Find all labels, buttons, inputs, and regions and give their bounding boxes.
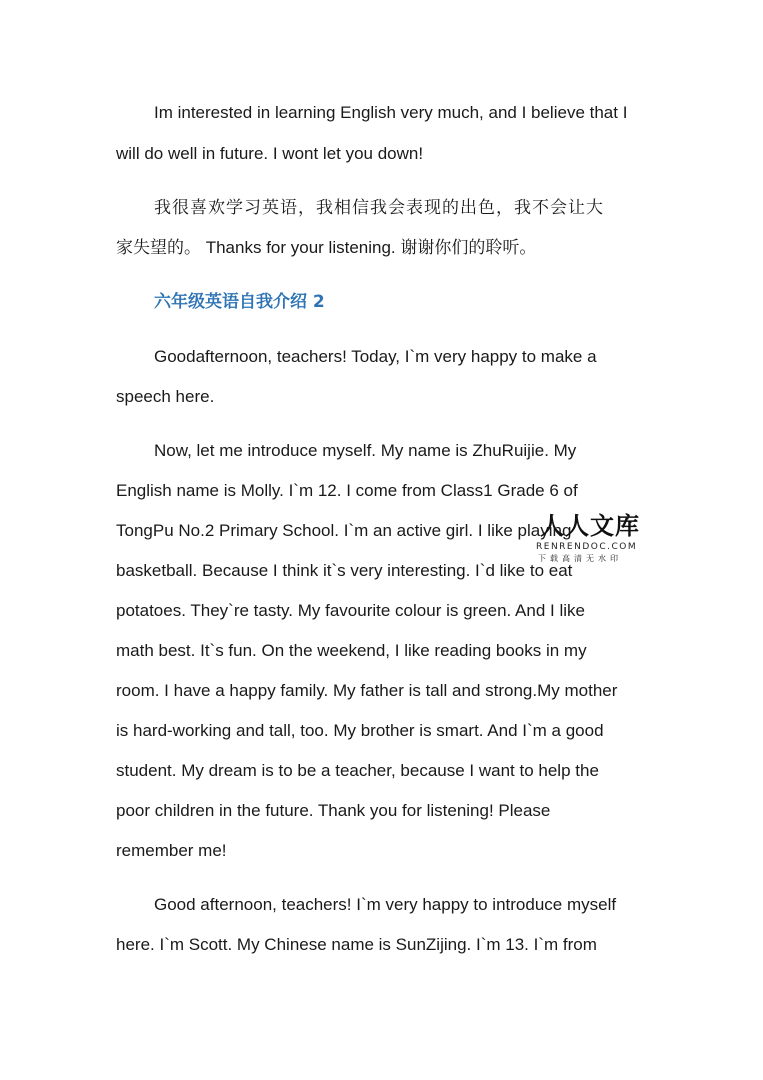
paragraph-line: English name is Molly. I`m 12. I come from Class1 Grade 6 of — [116, 481, 578, 500]
paragraph-line: poor children in the future. Thank you for listening! Please — [116, 801, 551, 820]
paragraph-line: basketball. Because I think it`s very interesting. I`d like to eat — [116, 561, 573, 580]
paragraph-line: Im interested in learning English very much, and I believe that I — [154, 103, 628, 122]
paragraph-line-chinese: 我很喜欢学习英语，我相信我会表现的出色，我不会让大 — [154, 198, 604, 218]
paragraph-line: is hard-working and tall, too. My brother is smart. And I`m a good — [116, 721, 604, 740]
section-heading: 六年级英语自我介绍 2 — [154, 292, 325, 312]
paragraph-line: speech here. — [116, 387, 215, 406]
paragraph-line: potatoes. They`re tasty. My favourite colour is green. And I like — [116, 601, 585, 620]
paragraph-line: TongPu No.2 Primary School. I`m an active girl. I like playing — [116, 521, 572, 540]
paragraph-line: room. I have a happy family. My father is tall and strong.My mother — [116, 681, 618, 700]
paragraph-line-mixed: 家失望的。 Thanks for your listening. 谢谢你们的聆听。 — [116, 238, 537, 257]
paragraph-line: here. I`m Scott. My Chinese name is SunZijing. I`m 13. I`m from — [116, 935, 597, 954]
paragraph-line: math best. It`s fun. On the weekend, I like reading books in my — [116, 641, 587, 660]
paragraph-line: remember me! — [116, 841, 227, 860]
paragraph-line: student. My dream is to be a teacher, because I want to help the — [116, 761, 599, 780]
paragraph-line: Good afternoon, teachers! I`m very happy to introduce myself — [154, 895, 617, 914]
watermark-logo — [534, 512, 646, 566]
watermark-title: 人人文库 — [540, 511, 640, 540]
watermark-domain: RENRENDOC.COM — [536, 542, 638, 552]
watermark-subtitle: 下载高清无水印 — [538, 554, 622, 563]
paragraph-line: Now, let me introduce myself. My name is ZhuRuijie. My — [154, 441, 577, 460]
paragraph-line: will do well in future. I wont let you down! — [116, 144, 424, 163]
paragraph-line: Goodafternoon, teachers! Today, I`m very happy to make a — [154, 347, 597, 366]
